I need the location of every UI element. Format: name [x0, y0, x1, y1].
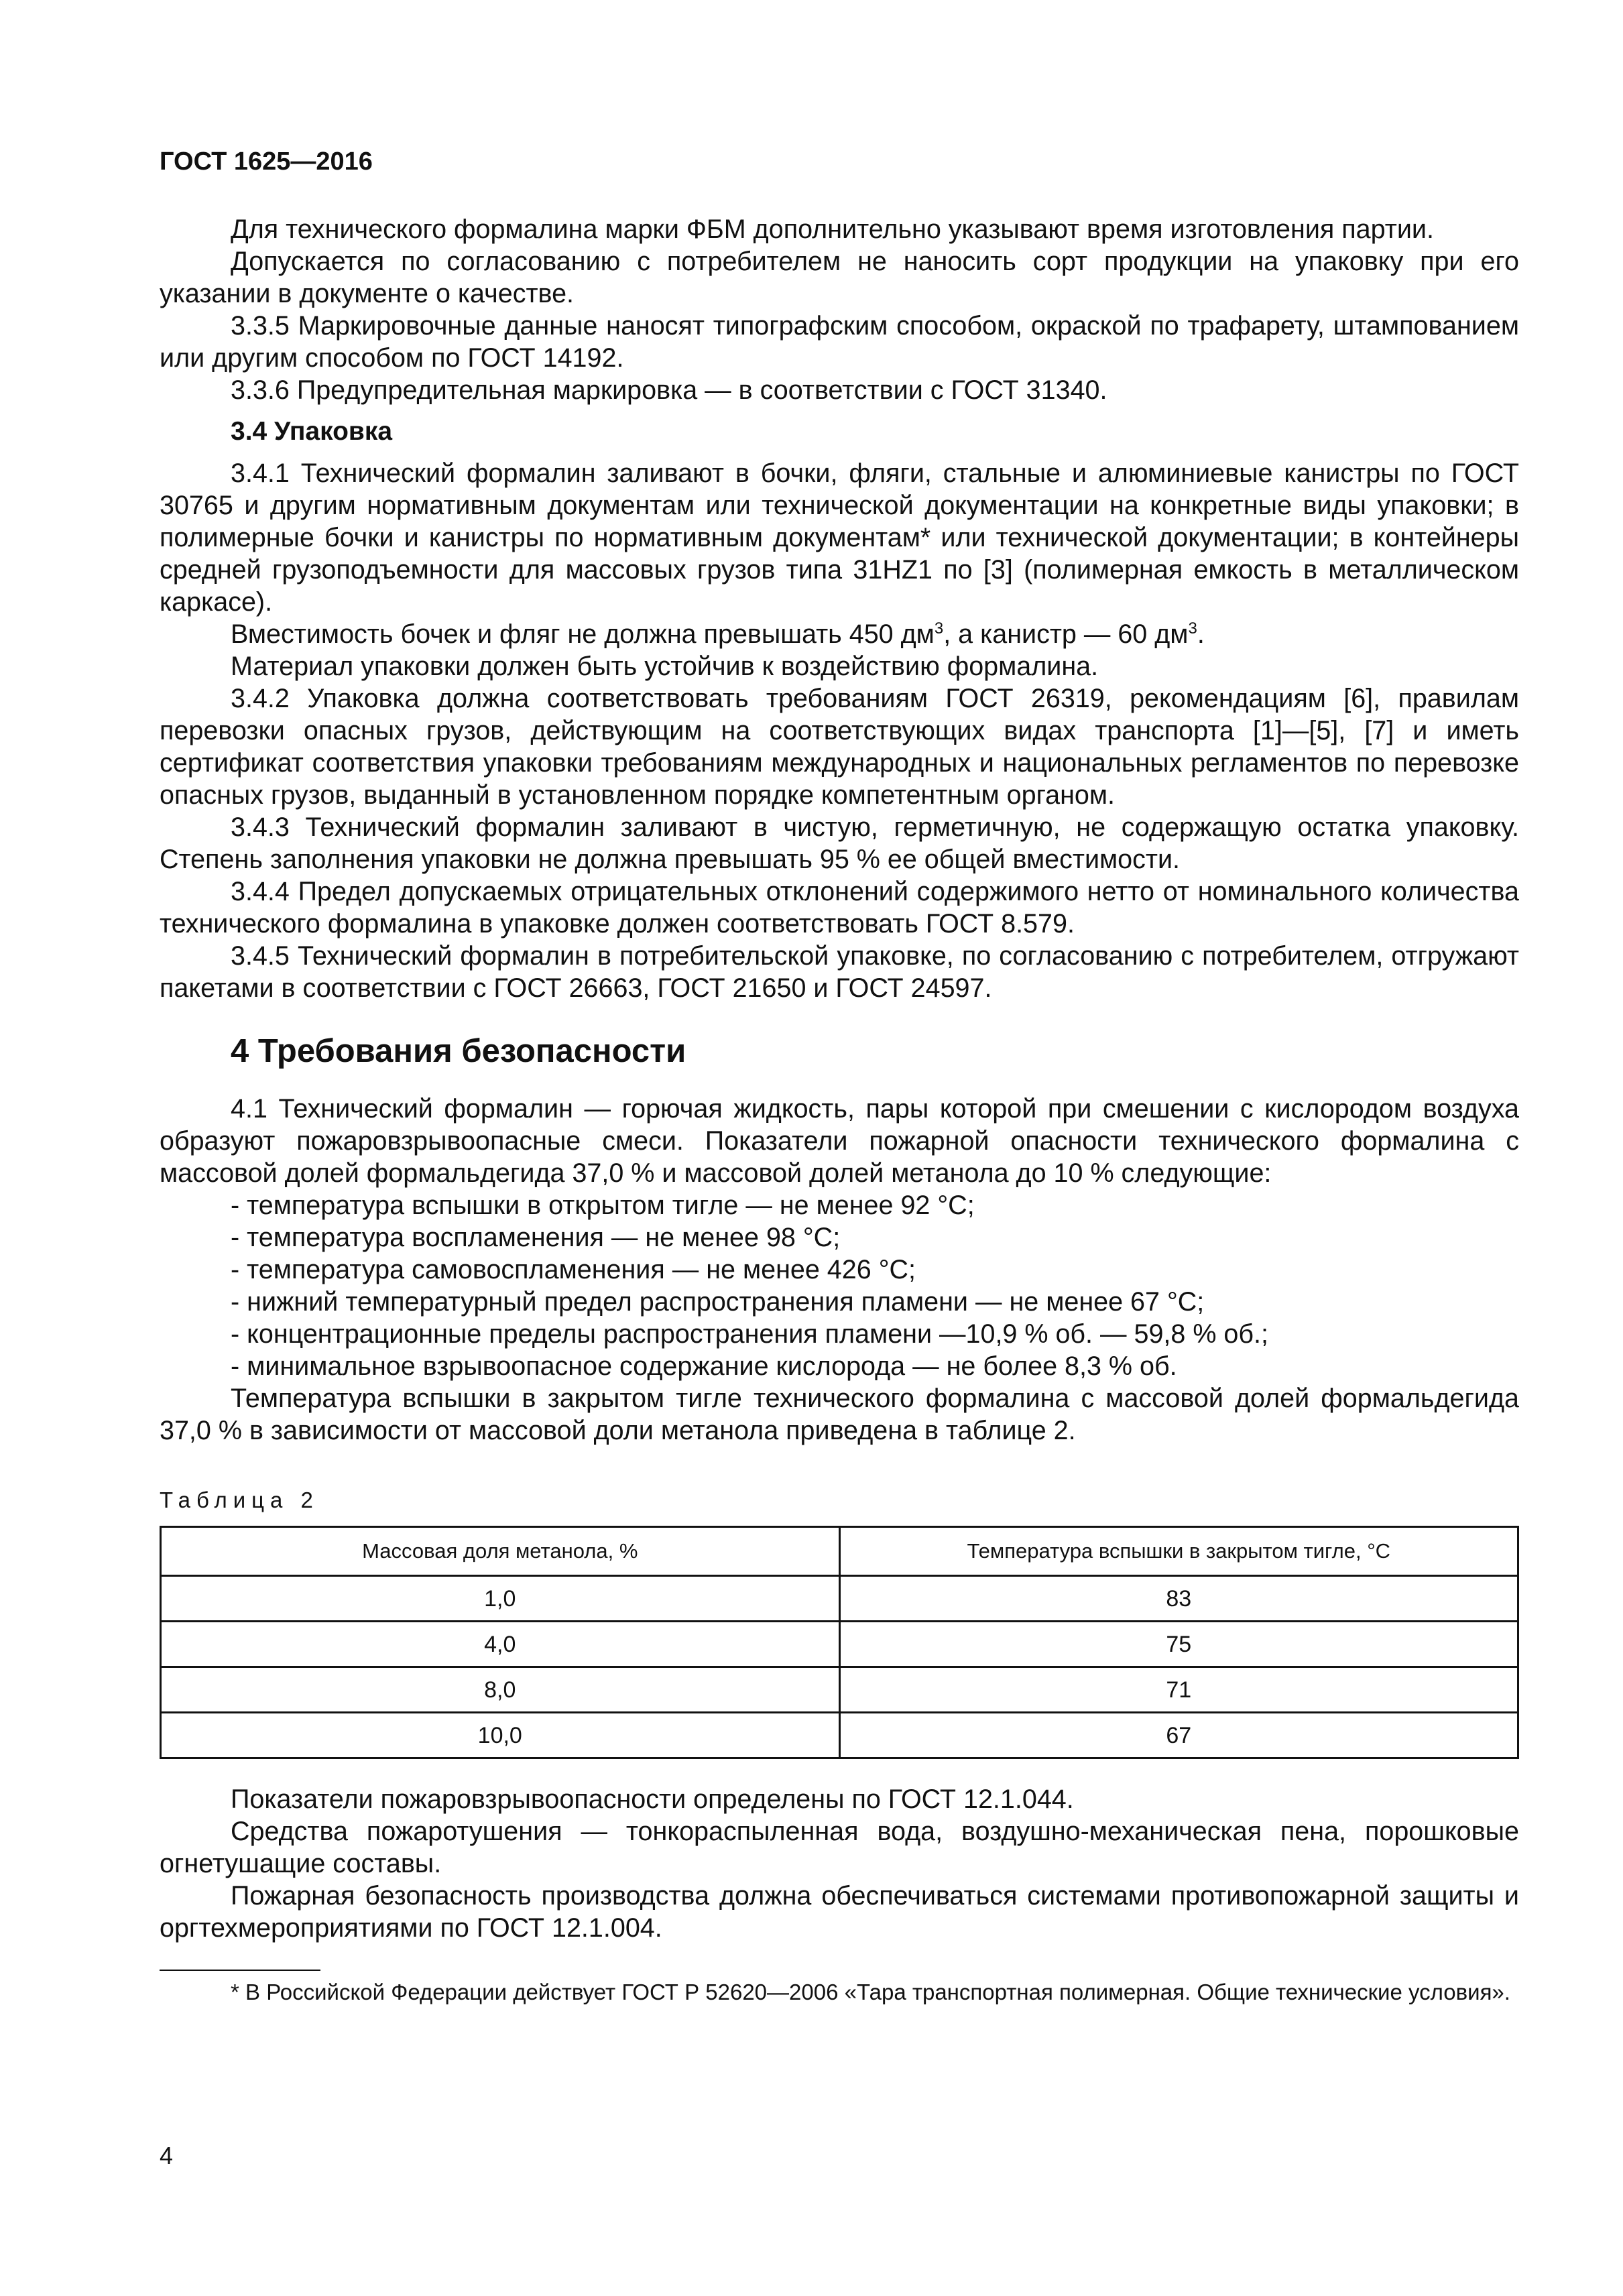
capacity-text-1: Вместимость бочек и фляг не должна превышать 450 дм — [231, 619, 935, 649]
capacity-text-2: , а канистр — 60 дм — [943, 619, 1189, 649]
table-row — [161, 1667, 1518, 1713]
paragraph: Материал упаковки должен быть устойчив к воздействию формалина. — [231, 652, 1099, 681]
document-body — [160, 213, 1519, 2007]
list-item: - нижний температурный предел распространения пламени — не менее 67 °С; — [231, 1287, 1205, 1317]
paragraph-3-4-4: 3.4.4 Предел допускаемых отрицательных отклонений содержимого нетто от номинального количества технического формалина в упаковке должен соответствовать ГОСТ 8.579. — [160, 877, 1519, 939]
paragraph-3-4-2: 3.4.2 Упаковка должна соответствовать требованиям ГОСТ 26319, рекомендациям [6], правилам перевозки опасных грузов, действующим на соответствующих видах транспорта [1]—[5], [7] и иметь сертификат соответствия упаковки требованиям международных и национальных регламентов по перевозке опасных грузов, выданный в установленном порядке компетентным органом. — [160, 684, 1519, 810]
table-cell: 10,0 — [161, 1713, 840, 1758]
table-header-row — [161, 1527, 1518, 1576]
section-heading-4: 4 Требования безопасности — [231, 1033, 686, 1069]
list-item: - концентрационные пределы распространения пламени —10,9 % об. — 59,8 % об.; — [231, 1319, 1268, 1349]
paragraph-3-4-1: 3.4.1 Технический формалин заливают в бочки, фляги, стальные и алюминиевые канистры по ГОСТ 30765 и другим нормативным документам или технической документации на конкретные виды упаковки; в полимерные бочки и канистры по нормативным документам* или технической документации; в контейнеры средней грузоподъемности для массовых грузов типа 31HZ1 по [3] (полимерная емкость в металлическом каркасе). — [160, 459, 1519, 617]
paragraph: Средства пожаротушения — тонкораспыленная вода, воздушно-механическая пена, порошковые огнетушащие составы. — [160, 1817, 1519, 1878]
table-caption: Таблица 2 — [160, 1488, 319, 1512]
table-cell: 1,0 — [161, 1576, 840, 1622]
table-cell: 71 — [839, 1667, 1518, 1713]
footnote-divider — [160, 1970, 320, 1971]
superscript: 3 — [1188, 619, 1197, 638]
list-item: - минимальное взрывоопасное содержание кислорода — не более 8,3 % об. — [231, 1351, 1177, 1381]
table-row — [161, 1576, 1518, 1622]
capacity-text-3: . — [1197, 619, 1205, 649]
paragraph-3-3-5: 3.3.5 Маркировочные данные наносят типографским способом, окраской по трафарету, штампованием или другим способом по ГОСТ 14192. — [160, 311, 1519, 373]
page-number: 4 — [160, 2142, 174, 2169]
paragraph-flash-point: Температура вспышки в закрытом тигле технического формалина с массовой долей формальдегида 37,0 % в зависимости от массовой доли метанола приведена в таблице 2. — [160, 1384, 1519, 1445]
table-row — [161, 1622, 1518, 1667]
paragraph: Для технического формалина марки ФБМ дополнительно указывают время изготовления партии. — [231, 215, 1434, 244]
list-item: - температура воспламенения — не менее 98 °С; — [231, 1223, 841, 1252]
document-header: ГОСТ 1625—2016 — [160, 147, 373, 176]
paragraph-capacity — [160, 618, 1519, 650]
table-header-cell: Массовая доля метанола, % — [161, 1527, 840, 1576]
table-cell: 4,0 — [161, 1622, 840, 1667]
list-item: - температура вспышки в открытом тигле — не менее 92 °С; — [231, 1191, 975, 1220]
table-cell: 8,0 — [161, 1667, 840, 1713]
table-2 — [160, 1526, 1519, 1759]
table-cell: 75 — [839, 1622, 1518, 1667]
paragraph-3-3-6: 3.3.6 Предупредительная маркировка — в соответствии с ГОСТ 31340. — [231, 375, 1107, 405]
post-table-block — [160, 1783, 1519, 1944]
paragraph: Пожарная безопасность производства должна обеспечиваться системами противопожарной защиты и оргтехмероприятиями по ГОСТ 12.1.004. — [160, 1881, 1519, 1943]
paragraph: Допускается по согласованию с потребителем не наносить сорт продукции на упаковку при его указании в документе о качестве. — [160, 247, 1519, 308]
table-cell: 83 — [839, 1576, 1518, 1622]
table-row — [161, 1713, 1518, 1758]
paragraph: Показатели пожаровзрывоопасности определены по ГОСТ 12.1.044. — [231, 1785, 1074, 1814]
paragraph-3-4-3: 3.4.3 Технический формалин заливают в чистую, герметичную, не содержащую остатка упаковку. Степень заполнения упаковки не должна превышать 95 % ее общей вместимости. — [160, 812, 1519, 874]
table-cell: 67 — [839, 1713, 1518, 1758]
superscript: 3 — [934, 619, 944, 638]
footnote: * В Российской Федерации действует ГОСТ Р 52620—2006 «Тара транспортная полимерная. Общие технические условия». — [231, 1980, 1510, 2004]
hazard-list — [160, 1189, 1519, 1382]
table-header-cell: Температура вспышки в закрытом тигле, °С — [839, 1527, 1518, 1576]
paragraph-3-4-5: 3.4.5 Технический формалин в потребительской упаковке, по согласованию с потребителем, отгружают пакетами в соответствии с ГОСТ 26663, ГОСТ 21650 и ГОСТ 24597. — [160, 941, 1519, 1003]
paragraph-4-1: 4.1 Технический формалин — горючая жидкость, пары которой при смешении с кислородом воздуха образуют пожаровзрывоопасные смеси. Показатели пожарной опасности технического формалина с массовой долей формальдегида 37,0 % и массовой долей метанола до 10 % следующие: — [160, 1094, 1519, 1188]
list-item: - температура самовоспламенения — не менее 426 °С; — [231, 1255, 916, 1284]
section-heading-3-4: 3.4 Упаковка — [231, 417, 393, 446]
